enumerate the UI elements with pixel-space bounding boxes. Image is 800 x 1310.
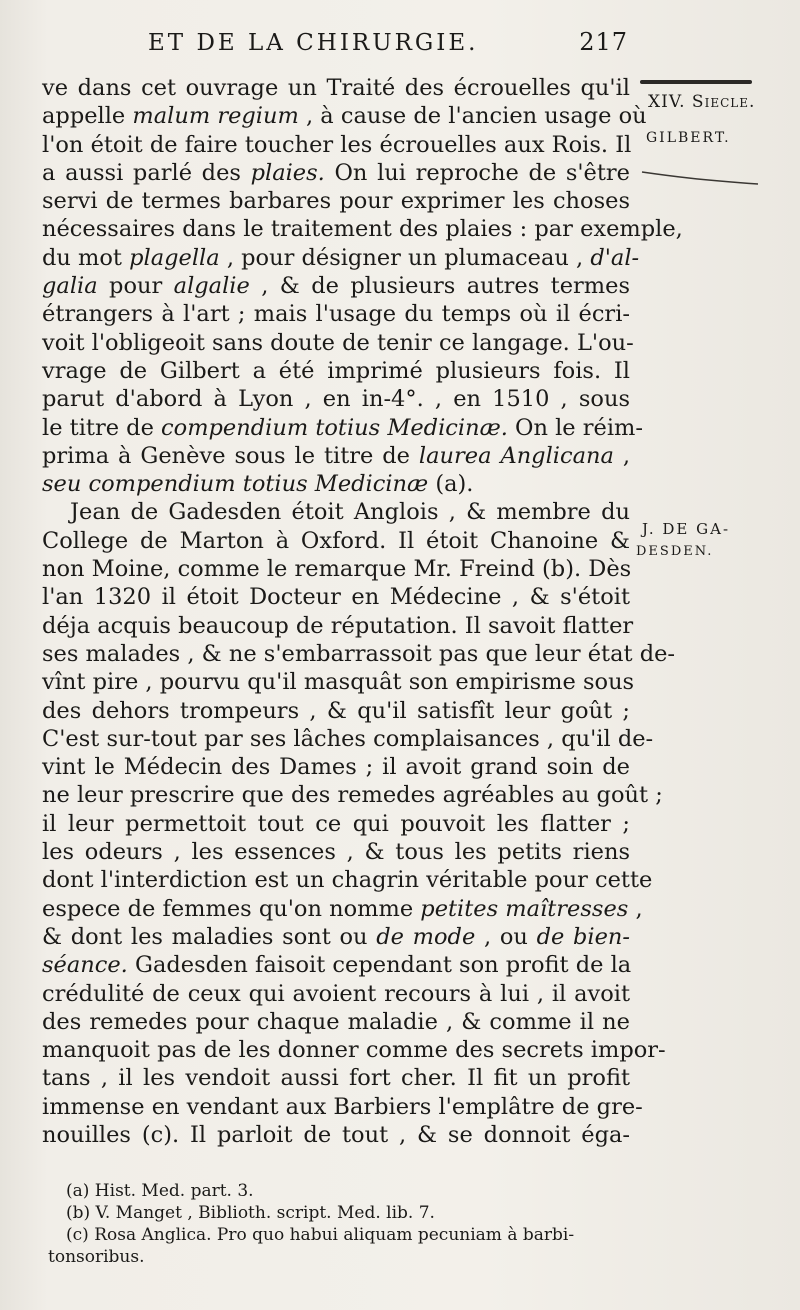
text-line: Jean de Gadesden étoit Anglois , & membre du	[70, 499, 630, 526]
page-number: 217	[579, 28, 628, 56]
text-line: ne leur prescrire que des remedes agréables au goût ;	[42, 782, 663, 809]
text-line: prima à Genève sous le titre de laurea Anglicana ,	[42, 442, 630, 469]
text-line: non Moine, comme le remarque Mr. Freind (b). Dès	[42, 556, 632, 583]
text-line: ses malades , & ne s'embarrassoit pas que leur état de-	[42, 640, 676, 667]
text-line: espece de femmes qu'on nomme petites maîtresses ,	[42, 895, 643, 922]
text-line: l'an 1320 il étoit Docteur en Médecine , & s'étoit	[42, 584, 630, 611]
text-line: nouilles (c). Il parloit de tout , & se donnoit éga-	[42, 1121, 630, 1148]
margin-flourish	[640, 166, 760, 188]
text-line: tans , il les vendoit aussi fort cher. Il fit un profit	[42, 1065, 630, 1092]
running-head-title: ET DE LA CHIRURGIE.	[148, 30, 479, 56]
footnote-c: (c) Rosa Anglica. Pro quo habui aliquam pecuniam à barbi-	[66, 1225, 575, 1245]
text-line: séance. Gadesden faisoit cependant son profit de la	[42, 952, 632, 979]
text-line: ve dans cet ouvrage un Traité des écrouelles qu'il	[42, 75, 630, 101]
text-line: C'est sur-tout par ses lâches complaisances , qu'il de-	[42, 725, 654, 752]
text-line: College de Marton à Oxford. Il étoit Chanoine &	[42, 527, 630, 554]
margin-note-gadesden-2: DESDEN.	[636, 544, 714, 559]
text-line: servi de termes barbares pour exprimer les choses	[42, 188, 630, 215]
text-line: & dont les maladies sont ou de mode , ou de bien-	[42, 923, 631, 950]
footnote-a: (a) Hist. Med. part. 3.	[66, 1181, 254, 1201]
text-line: des dehors trompeurs , & qu'il satisfît leur goût ;	[42, 697, 630, 724]
text-line: immense en vendant aux Barbiers l'emplâtre de gre-	[42, 1093, 643, 1120]
footnote-c-continuation: tonsoribus.	[48, 1247, 145, 1267]
margin-note-gilbert: GILBERT.	[646, 130, 731, 146]
text-line: nécessaires dans le traitement des plaies : par exemple,	[42, 216, 683, 243]
text-line: seu compendium totius Medicinæ (a).	[42, 471, 474, 498]
text-line: appelle malum regium , à cause de l'ancien usage où	[42, 103, 647, 130]
text-line: galia pour algalie , & de plusieurs autres termes	[42, 273, 630, 300]
text-line: parut d'abord à Lyon , en in-4°. , en 1510 , sous	[42, 386, 630, 413]
text-line: déja acquis beaucoup de réputation. Il savoit flatter	[42, 612, 634, 639]
margin-note-gadesden-1: J. DE GA-	[642, 520, 731, 538]
text-line: vînt pire , pourvu qu'il masquât son empirisme sous	[42, 669, 635, 696]
text-line: il leur permettoit tout ce qui pouvoit les flatter ;	[42, 810, 630, 837]
text-line: le titre de compendium totius Medicinæ. On le réim-	[42, 414, 643, 441]
margin-rule	[640, 80, 752, 84]
text-line: a aussi parlé des plaies. On lui reproche de s'être	[42, 159, 630, 186]
margin-note-century: XIV. Siecle.	[648, 92, 756, 112]
text-line: vrage de Gilbert a été imprimé plusieurs fois. Il	[42, 357, 630, 384]
text-line: les odeurs , les essences , & tous les petits riens	[42, 839, 630, 866]
text-line: dont l'interdiction est un chagrin véritable pour cette	[42, 867, 653, 894]
footnote-b: (b) V. Manget , Biblioth. script. Med. lib. 7.	[66, 1203, 435, 1223]
text-line: des remedes pour chaque maladie , & comme il ne	[42, 1008, 630, 1035]
text-line: l'on étoit de faire toucher les écrouelles aux Rois. Il	[42, 131, 632, 158]
text-line: voit l'obligeoit sans doute de tenir ce langage. L'ou-	[42, 329, 634, 356]
body-text	[42, 74, 683, 1149]
text-line: vint le Médecin des Dames ; il avoit grand soin de	[42, 754, 630, 781]
footnotes	[48, 1180, 626, 1268]
text-line: crédulité de ceux qui avoient recours à lui , il avoit	[42, 980, 630, 1007]
text-line: étrangers à l'art ; mais l'usage du temps où il écri-	[42, 301, 630, 328]
text-line: du mot plagella , pour désigner un plumaceau , d'al-	[42, 244, 640, 271]
text-line: manquoit pas de les donner comme des secrets impor-	[42, 1037, 666, 1064]
